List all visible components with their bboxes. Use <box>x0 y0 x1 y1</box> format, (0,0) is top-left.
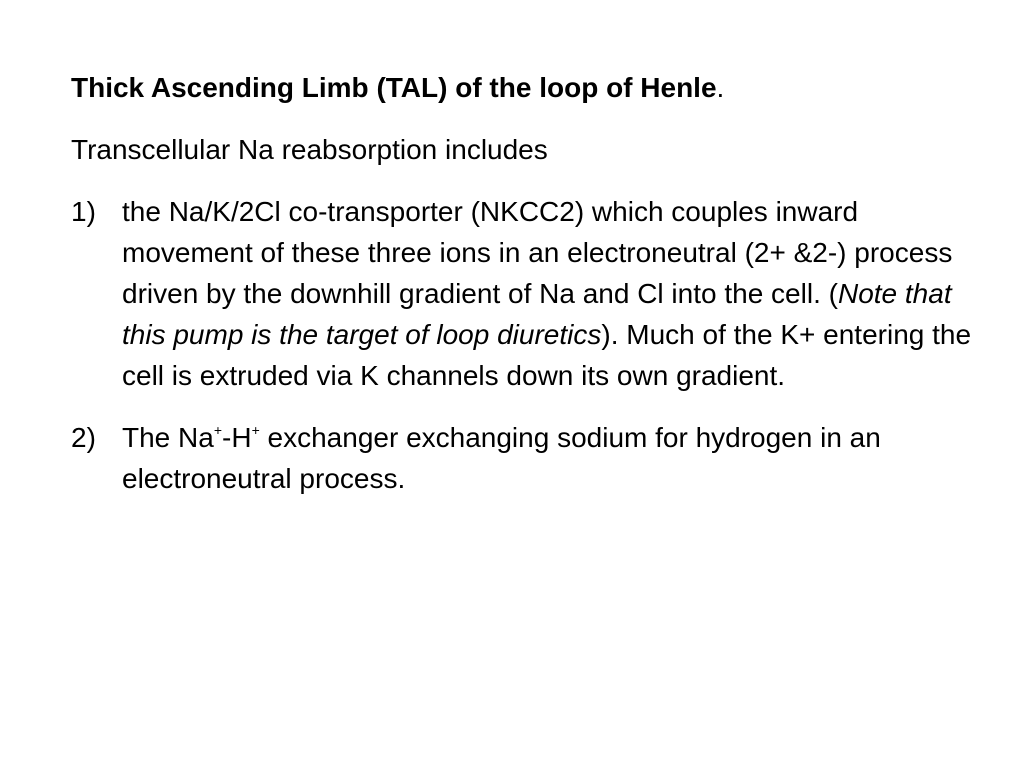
list-text-1-after: ). Much of the K+ entering the cell is extruded via K channels down its own gradient. <box>122 319 972 391</box>
intro-text: Transcellular Na reabsorption includes <box>71 134 548 165</box>
list-text-2-part3: exchanger exchanging sodium for hydrogen in an electroneutral process. <box>122 422 881 494</box>
list-text-2 <box>122 417 981 499</box>
heading-period: . <box>716 72 725 103</box>
list-item-2 <box>71 417 981 499</box>
list-text-1-before: the Na/K/2Cl co-transporter (NKCC2) which couples inward movement of these three ions in an electroneutral (2+ &2-) process driven by the downhill gradient of Na and Cl into the cell. ( <box>122 196 953 309</box>
slide-heading <box>71 67 981 108</box>
superscript-plus-1: + <box>213 422 223 438</box>
list-text-2-part2: -H <box>222 422 252 453</box>
list-text-2-part1: The Na <box>122 422 214 453</box>
heading-bold-text: Thick Ascending Limb (TAL) of the loop of Henle <box>71 72 717 103</box>
list-item-1 <box>71 191 981 396</box>
list-number-2: 2) <box>71 422 96 453</box>
list-text-1-italic: Note that this pump is the target of loop diuretics <box>122 278 952 350</box>
slide-content <box>71 67 981 520</box>
list-text-1 <box>122 191 981 396</box>
list-number-1: 1) <box>71 196 96 227</box>
superscript-plus-2: + <box>251 422 260 438</box>
